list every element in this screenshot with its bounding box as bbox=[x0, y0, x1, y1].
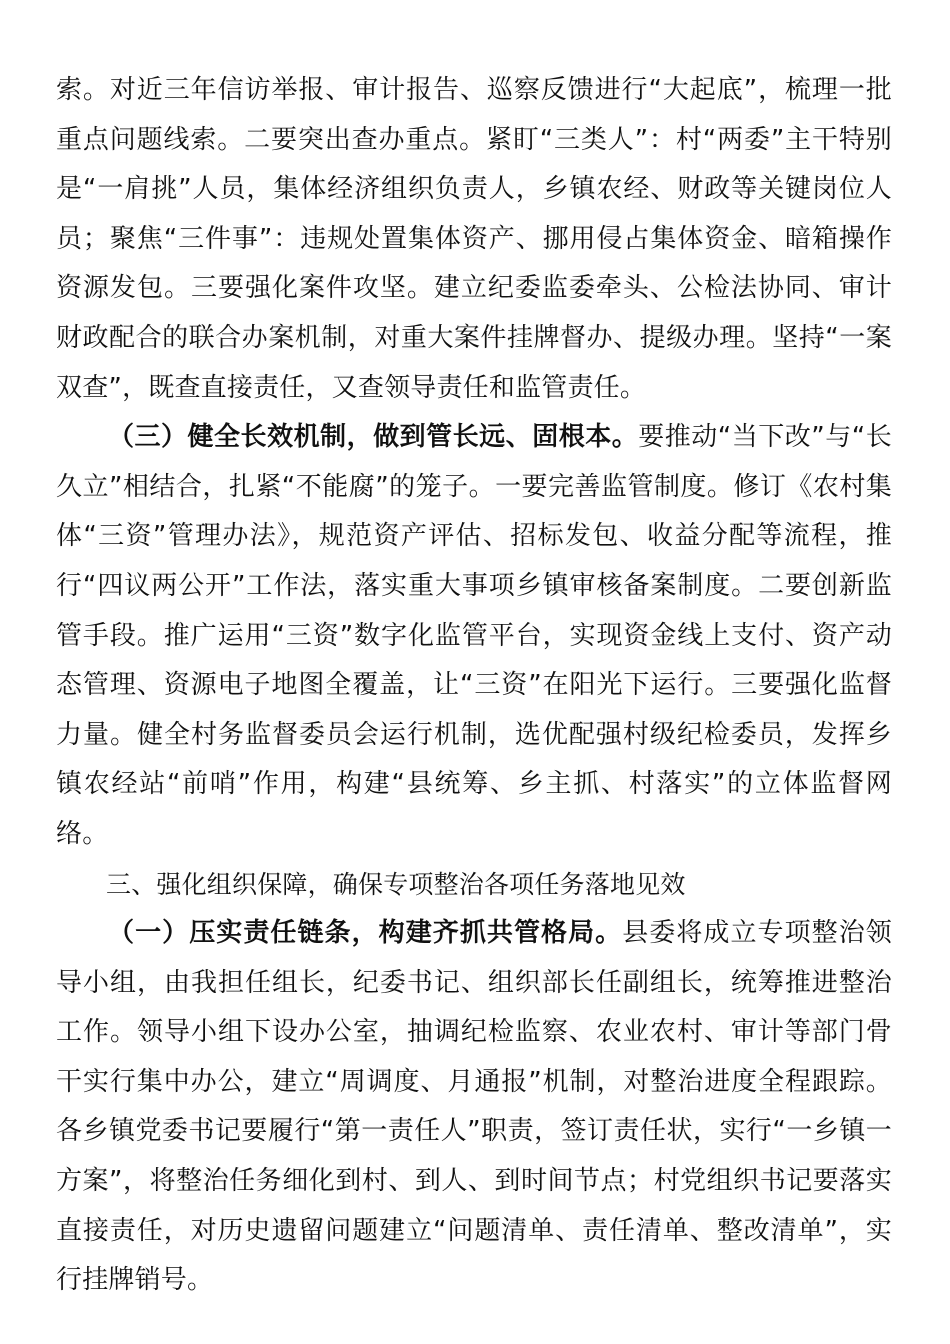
document-page bbox=[56, 66, 892, 1306]
paragraph-body: 索。对近三年信访举报、审计报告、巡察反馈进行“大起底”，梳理一批重点问题线索。二要突出查办重点。紧盯“三类人”：村“两委”主干特别是“一肩挑”人员，集体经济组织负责人，乡镇农经、财政等关键岗位人员；聚焦“三件事”：违规处置集体资产、挪用侵占集体资金、暗箱操作资源发包。三要强化案件攻坚。建立纪委监委牵头、公检法协同、审计财政配合的联合办案机制，对重大案件挂牌督办、提级办理。坚持“一案双查”，既查直接责任，又查领导责任和监管责任。 bbox=[56, 75, 892, 403]
paragraph-continuation bbox=[56, 66, 892, 413]
paragraph-body: 县委将成立专项整治领导小组，由我担任组长，纪委书记、组织部长任副组长，统筹推进整治工作。领导小组下设办公室，抽调纪检监察、农业农村、审计等部门骨干实行集中办公，建立“周调度、月通报”机制，对整治进度全程跟踪。各乡镇党委书记要履行“第一责任人”职责，签订责任状，实行“一乡镇一方案”，将整治任务细化到村、到人、到时间节点；村党组织书记要落实直接责任，对历史遗留问题建立“问题清单、责任清单、整改清单”，实行挂牌销号。 bbox=[56, 918, 892, 1296]
paragraph-lead-heading: （一）压实责任链条，构建齐抓共管格局。 bbox=[108, 918, 623, 949]
paragraph-responsibility-chain bbox=[56, 909, 892, 1306]
paragraph-body: 要推动“当下改”与“长久立”相结合，扎紧“不能腐”的笼子。一要完善监管制度。修订《农村集体“三资”管理办法》，规范资产评估、招标发包、收益分配等流程，推行“四议两公开”工作法，落实重大事项乡镇审核备案制度。二要创新监管手段。推广运用“三资”数字化监管平台，实现资金线上支付、资产动态管理、资源电子地图全覆盖，让“三资”在阳光下运行。三要强化监督力量。健全村务监督委员会运行机制，选优配强村级纪检委员，发挥乡镇农经站“前哨”作用，构建“县统筹、乡主抓、村落实”的立体监督网络。 bbox=[56, 422, 892, 849]
paragraph-lead-heading: （三）健全长效机制，做到管长远、固根本。 bbox=[108, 422, 639, 453]
paragraph-long-term-mechanism bbox=[56, 413, 892, 859]
section-heading: 三、强化组织保障，确保专项整治各项任务落地见效 bbox=[106, 869, 686, 899]
